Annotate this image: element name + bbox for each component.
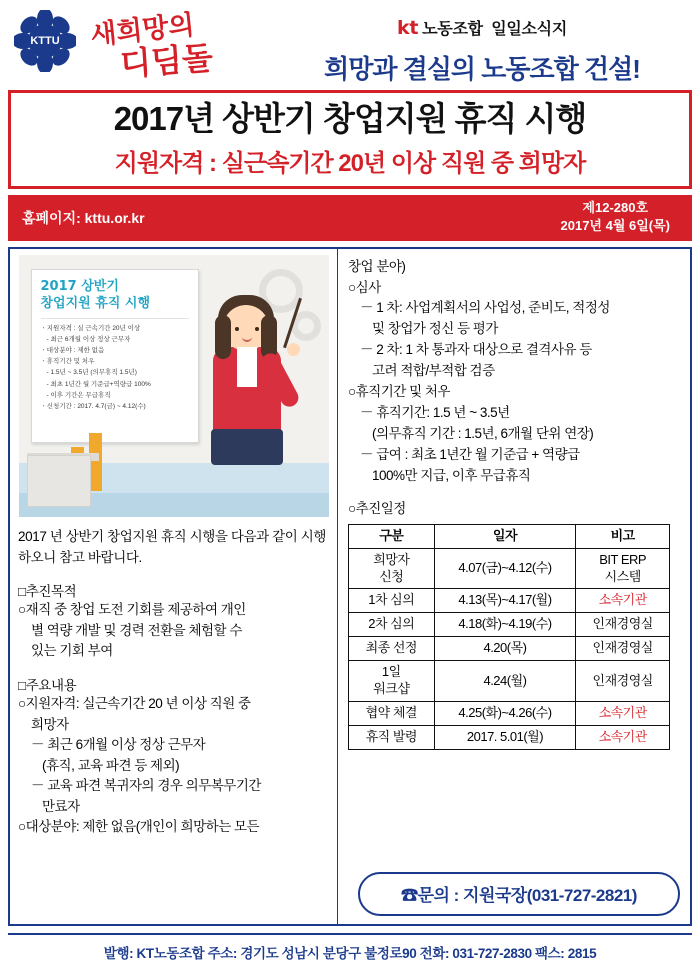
eye xyxy=(255,327,259,331)
kt-union-label: 노동조합 xyxy=(422,21,483,38)
brush-title-line2: 디딤돌 xyxy=(118,38,215,84)
board-bullet: ㆍ지원자격 : 실 근속기간 20년 이상 xyxy=(40,324,141,332)
table-row xyxy=(349,613,670,637)
list-item: － 최근 6개월 이상 정상 근무자 xyxy=(31,737,206,753)
shirt xyxy=(237,347,257,387)
table-row xyxy=(349,701,670,725)
page-subtitle: 지원자격 : 실근속기간 20년 이상 직원 중 희망자 xyxy=(114,149,586,177)
content-box xyxy=(8,247,692,926)
presentation-board xyxy=(31,269,199,443)
cell-category: 최종 선정 xyxy=(349,637,435,661)
board-title-line2: 창업지원 휴직 시행 xyxy=(40,296,151,312)
list-item: (휴직, 교육 파견 등 제외) xyxy=(42,757,180,773)
col-header-date: 일자 xyxy=(434,524,576,548)
purpose-list xyxy=(18,600,329,662)
page-footer: 발행: KT노동조합 주소: 경기도 성남시 분당구 불정로90 전화: 031-727-2830 팩스: 2815 xyxy=(8,933,692,962)
slogan: 희망과 결실의 노동조합 건설! xyxy=(324,54,640,84)
eye xyxy=(235,327,239,331)
list-item: 고려 적합/부적합 검증 xyxy=(372,363,495,379)
cell-date: 4.07(금)~4.12(수) xyxy=(434,548,576,589)
intro-paragraph: 2017 년 상반기 창업지원 휴직 시행을 다음과 같이 시행하오니 참고 바랍니다. xyxy=(18,528,327,565)
list-item: － 휴직기간: 1.5 년 ~ 3.5년 xyxy=(360,405,510,421)
cell-date: 4.24(월) xyxy=(434,661,576,702)
cell-date: 4.13(목)~4.17(월) xyxy=(434,589,576,613)
list-item: － 1 차: 사업계획서의 사업성, 준비도, 적정성 xyxy=(360,300,610,316)
section-heading-purpose: □추진목적 xyxy=(18,584,77,600)
board-bullet: - 최근 6개월 이상 정상 근무자 xyxy=(46,335,131,343)
list-item: ○지원자격: 실근속기간 20 년 이상 직원 중 xyxy=(18,695,251,711)
cell-category: 1차 심의 xyxy=(349,589,435,613)
cell-note: 인재경영실 xyxy=(576,637,670,661)
cell-note: 인재경영실 xyxy=(576,661,670,702)
list-item: － 2 차: 1 차 통과자 대상으로 결격사유 등 xyxy=(360,342,592,358)
page-header xyxy=(0,0,700,88)
list-item: (의무휴직 기간 : 1.5년, 6개월 단위 연장) xyxy=(372,425,594,441)
table-row xyxy=(349,725,670,749)
table-header-row xyxy=(349,524,670,548)
board-divider xyxy=(41,318,189,319)
title-box xyxy=(8,90,692,189)
list-item: 창업 분야) xyxy=(348,258,406,274)
cell-note: 소속기관 xyxy=(576,725,670,749)
list-item: － 급여 : 최초 1년간 월 기준급 + 역량급 xyxy=(360,446,580,462)
cell-date: 2017. 5.01(월) xyxy=(434,725,576,749)
hair-side xyxy=(215,315,231,359)
kt-daily-label: 일일소식지 xyxy=(491,21,567,38)
board-bullet-list xyxy=(41,323,189,412)
col-header-note: 비고 xyxy=(576,524,670,548)
header-right xyxy=(264,6,700,86)
skirt xyxy=(211,429,283,465)
table-row xyxy=(349,548,670,589)
list-item: 만료자 xyxy=(42,798,80,814)
board-bullet: ㆍ휴직기간 및 처우 xyxy=(40,358,95,366)
cell-note: 소속기관 xyxy=(576,701,670,725)
cell-note: BIT ERP 시스템 xyxy=(576,548,670,589)
board-bullet: ㆍ신청기간 : 2017. 4.7(금) ~ 4.12(수) xyxy=(40,402,146,410)
logo-label: KTTU xyxy=(30,35,60,47)
details-list xyxy=(18,694,329,838)
board-bullet: - 이후 기간은 무급휴직 xyxy=(46,391,111,399)
cell-category: 2차 심의 xyxy=(349,613,435,637)
board-bullet: ㆍ대상분야 : 제한 없음 xyxy=(40,347,105,355)
mouth xyxy=(242,337,252,342)
right-column xyxy=(338,249,690,924)
board-bullet: - 최초 1년간 월 기준급+역량급 100% xyxy=(46,380,151,388)
cell-category: 협약 체결 xyxy=(349,701,435,725)
homepage-link[interactable]: 홈페이지: kttu.or.kr xyxy=(22,209,145,226)
cell-date: 4.25(화)~4.26(수) xyxy=(434,701,576,725)
issue-number: 제12-280호 xyxy=(582,199,649,215)
schedule-heading: ○추진일정 xyxy=(348,500,406,516)
cell-date: 4.20(목) xyxy=(434,637,576,661)
publisher-line xyxy=(264,16,700,39)
table-row xyxy=(349,589,670,613)
brush-title-line1: 새희망의 xyxy=(88,9,196,52)
pointer-stick xyxy=(283,297,302,347)
cell-category: 휴직 발령 xyxy=(349,725,435,749)
cell-category: 1일 워크샵 xyxy=(349,661,435,702)
union-logo xyxy=(14,10,76,72)
list-item: － 교육 파견 복귀자의 경우 의무복무기간 xyxy=(31,778,261,794)
presenter-figure xyxy=(187,289,307,485)
board-bullet: - 1.5년 ~ 3.5년 (의무휴직 1.5년) xyxy=(46,369,137,377)
issue-info xyxy=(561,199,671,237)
table-row xyxy=(349,637,670,661)
table-row xyxy=(349,661,670,702)
list-item: ○휴직기간 및 처우 xyxy=(348,384,450,400)
issue-date: 2017년 4월 6일(목) xyxy=(560,218,670,234)
list-item: 별 역량 개발 및 경력 전환을 체험할 수 xyxy=(31,622,242,638)
info-bar xyxy=(8,195,692,241)
list-item: 100%만 지급, 이후 무급휴직 xyxy=(372,467,531,483)
cell-date: 4.18(화)~4.19(수) xyxy=(434,613,576,637)
cell-note: 소속기관 xyxy=(576,589,670,613)
cell-category: 희망자 신청 xyxy=(349,548,435,589)
section-heading-details: □주요내용 xyxy=(18,677,77,693)
page-title: 2017년 상반기 창업지원 휴직 시행 xyxy=(113,100,587,137)
podium xyxy=(27,455,91,507)
hand xyxy=(287,343,300,356)
brush-title xyxy=(84,8,264,84)
list-item: ○심사 xyxy=(348,279,381,295)
hair-side xyxy=(261,315,277,359)
board-title-line1: 2017 상반기 xyxy=(40,278,119,294)
list-item: ○재직 중 창업 도전 기회를 제공하여 개인 xyxy=(18,602,246,618)
illustration xyxy=(19,255,329,517)
list-item: ○대상분야: 제한 없음(개인이 희망하는 모든 xyxy=(18,819,260,835)
cell-note: 인재경영실 xyxy=(576,613,670,637)
contact-box[interactable]: ☎문의 : 지원국장(031-727-2821) xyxy=(358,872,680,916)
schedule-table xyxy=(348,524,670,750)
col-header-category: 구분 xyxy=(349,524,435,548)
kt-wordmark: kt xyxy=(397,17,419,39)
left-column xyxy=(10,249,338,924)
list-item: 희망자 xyxy=(31,716,69,732)
list-item: 및 창업가 정신 등 평가 xyxy=(372,321,498,337)
list-item: 있는 기회 부여 xyxy=(31,643,113,659)
